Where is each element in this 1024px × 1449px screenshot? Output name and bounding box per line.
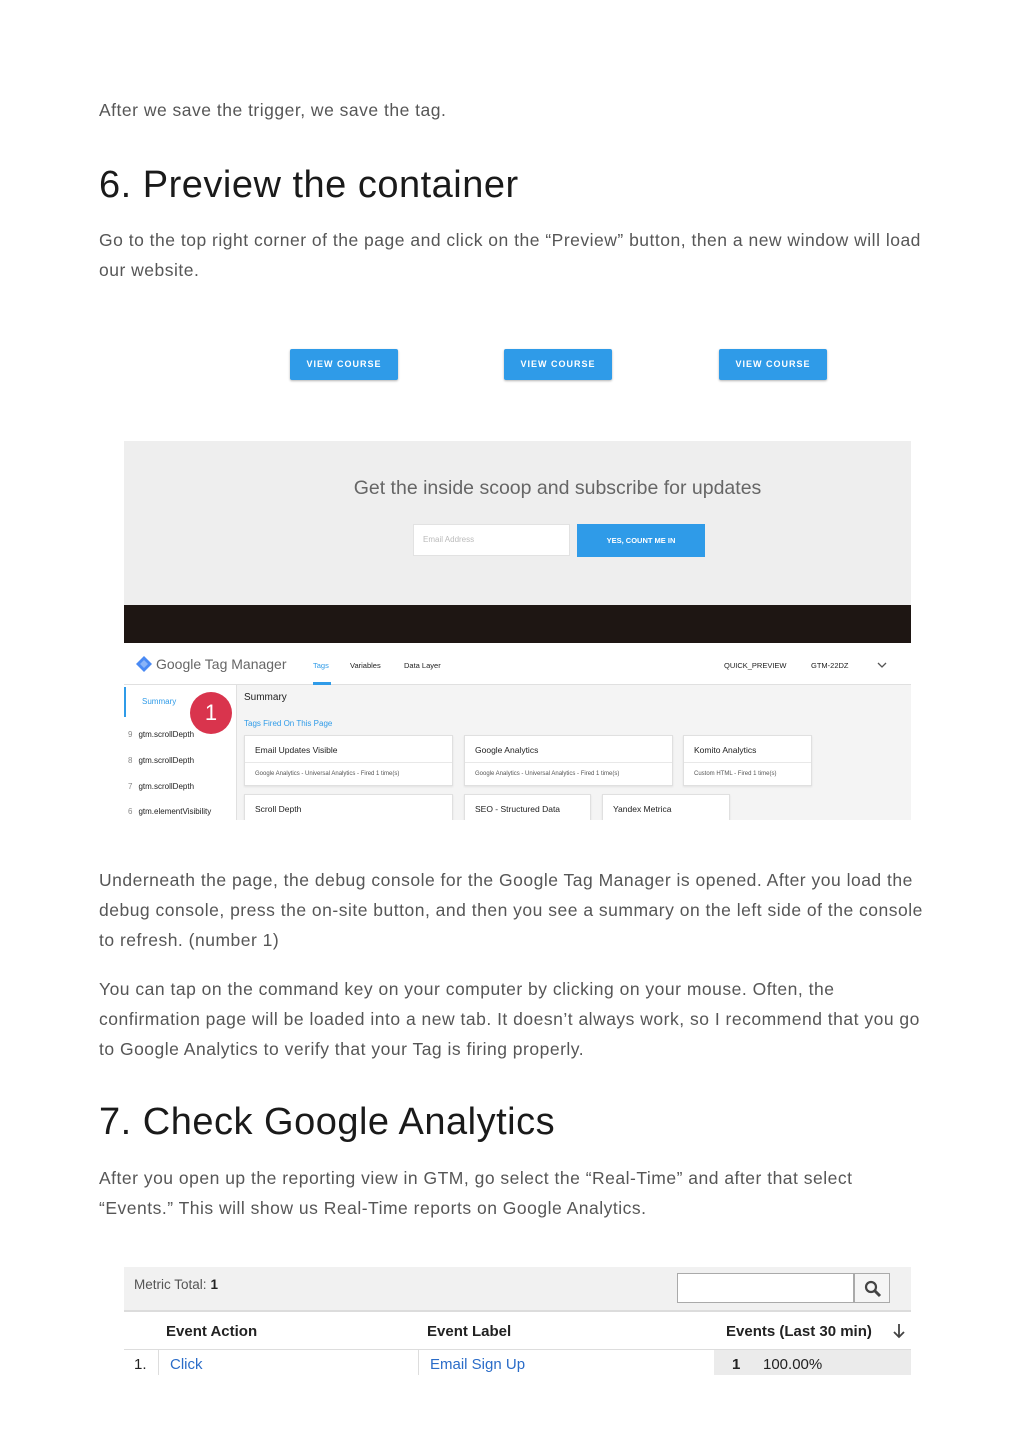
body-paragraph-2: You can tap on the command key on your computer by clicking on your mouse. Often, the confirmation page will be loaded into a new tab. It doesn’t always work, so I recommend that you go to Google Analytics to verify that your Tag is firing properly. [99,979,920,1059]
section-6-heading: 6. Preview the container [99,164,519,206]
sidebar-event[interactable]: 9 gtm.scrollDepth [128,730,195,739]
tab-data-layer[interactable]: Data Layer [404,661,441,670]
section-6-paragraph: Go to the top right corner of the page and click on the “Preview” button, then a new window will load our website. [99,230,921,280]
metric-bar [124,1267,911,1312]
tag-card[interactable]: Scroll Depth [244,794,453,820]
view-course-button[interactable]: VIEW COURSE [719,349,827,380]
view-course-button[interactable]: VIEW COURSE [290,349,398,380]
gtm-preview-screenshot [124,330,911,820]
realtime-events-screenshot [124,1267,911,1375]
event-action-link[interactable]: Click [170,1356,203,1373]
active-tab-indicator [313,682,331,685]
section-7-paragraph: After you open up the reporting view in GTM, go select the “Real-Time” and after that select “Events.” This will show us Real-Time reports on Google Analytics. [99,1168,853,1218]
gtm-logo-icon [136,656,152,672]
gtm-header [124,643,911,685]
tag-card[interactable]: Google Analytics Google Analytics - Universal Analytics - Fired 1 time(s) [464,735,673,786]
tag-card[interactable]: Email Updates Visible Google Analytics - Universal Analytics - Fired 1 time(s) [244,735,453,786]
tags-fired-label: Tags Fired On This Page [244,719,333,728]
gtm-brand: Google Tag Manager [156,656,287,672]
tab-variables[interactable]: Variables [350,661,381,670]
section-7-heading: 7. Check Google Analytics [99,1101,556,1143]
tab-tags[interactable]: Tags [313,661,329,670]
tag-card[interactable]: Yandex Metrica [602,794,730,820]
search-icon [864,1280,882,1298]
column-header-events[interactable]: Events (Last 30 min) [726,1323,872,1340]
sidebar-event[interactable]: 6 gtm.elementVisibility [128,807,212,816]
tag-card[interactable]: Komito Analytics Custom HTML - Fired 1 time(s) [683,735,812,786]
view-course-button[interactable]: VIEW COURSE [504,349,612,380]
subscribe-button[interactable]: YES, COUNT ME IN [577,524,705,557]
body-paragraph-1: Underneath the page, the debug console for the Google Tag Manager is opened. After you load the debug console, press the on-site button, and then you see a summary on the left side of the console to refresh. (number 1) [99,870,923,950]
gtm-debug-console [124,643,911,820]
number-badge: 1 [190,692,232,734]
column-header-event-action[interactable]: Event Action [166,1323,258,1340]
preview-label: QUICK_PREVIEW [724,661,787,670]
search-button[interactable] [854,1273,890,1303]
column-header-event-label[interactable]: Event Label [427,1323,512,1340]
summary-title: Summary [244,692,287,703]
table-row: 1. Click Email Sign Up 1 100.00% [124,1349,911,1375]
sort-down-arrow-icon[interactable] [892,1323,906,1339]
container-id: GTM-22DZ [811,661,849,670]
subscribe-title: Get the inside scoop and subscribe for updates [353,477,762,499]
sidebar-event[interactable]: 7 gtm.scrollDepth [128,782,195,791]
sidebar-item-summary[interactable]: Summary [124,687,237,717]
search-input[interactable] [677,1273,854,1303]
sidebar-event[interactable]: 8 gtm.scrollDepth [128,756,195,765]
email-input[interactable]: Email Address [413,524,570,556]
subscribe-section [124,441,911,605]
chevron-down-icon[interactable] [877,661,887,669]
tag-card[interactable]: SEO - Structured Data [464,794,591,820]
metric-total: Metric Total: 1 [134,1277,219,1292]
intro-text: After we save the trigger, we save the tag. [99,100,447,120]
footer-bar [124,605,911,643]
event-label-link[interactable]: Email Sign Up [430,1356,526,1373]
